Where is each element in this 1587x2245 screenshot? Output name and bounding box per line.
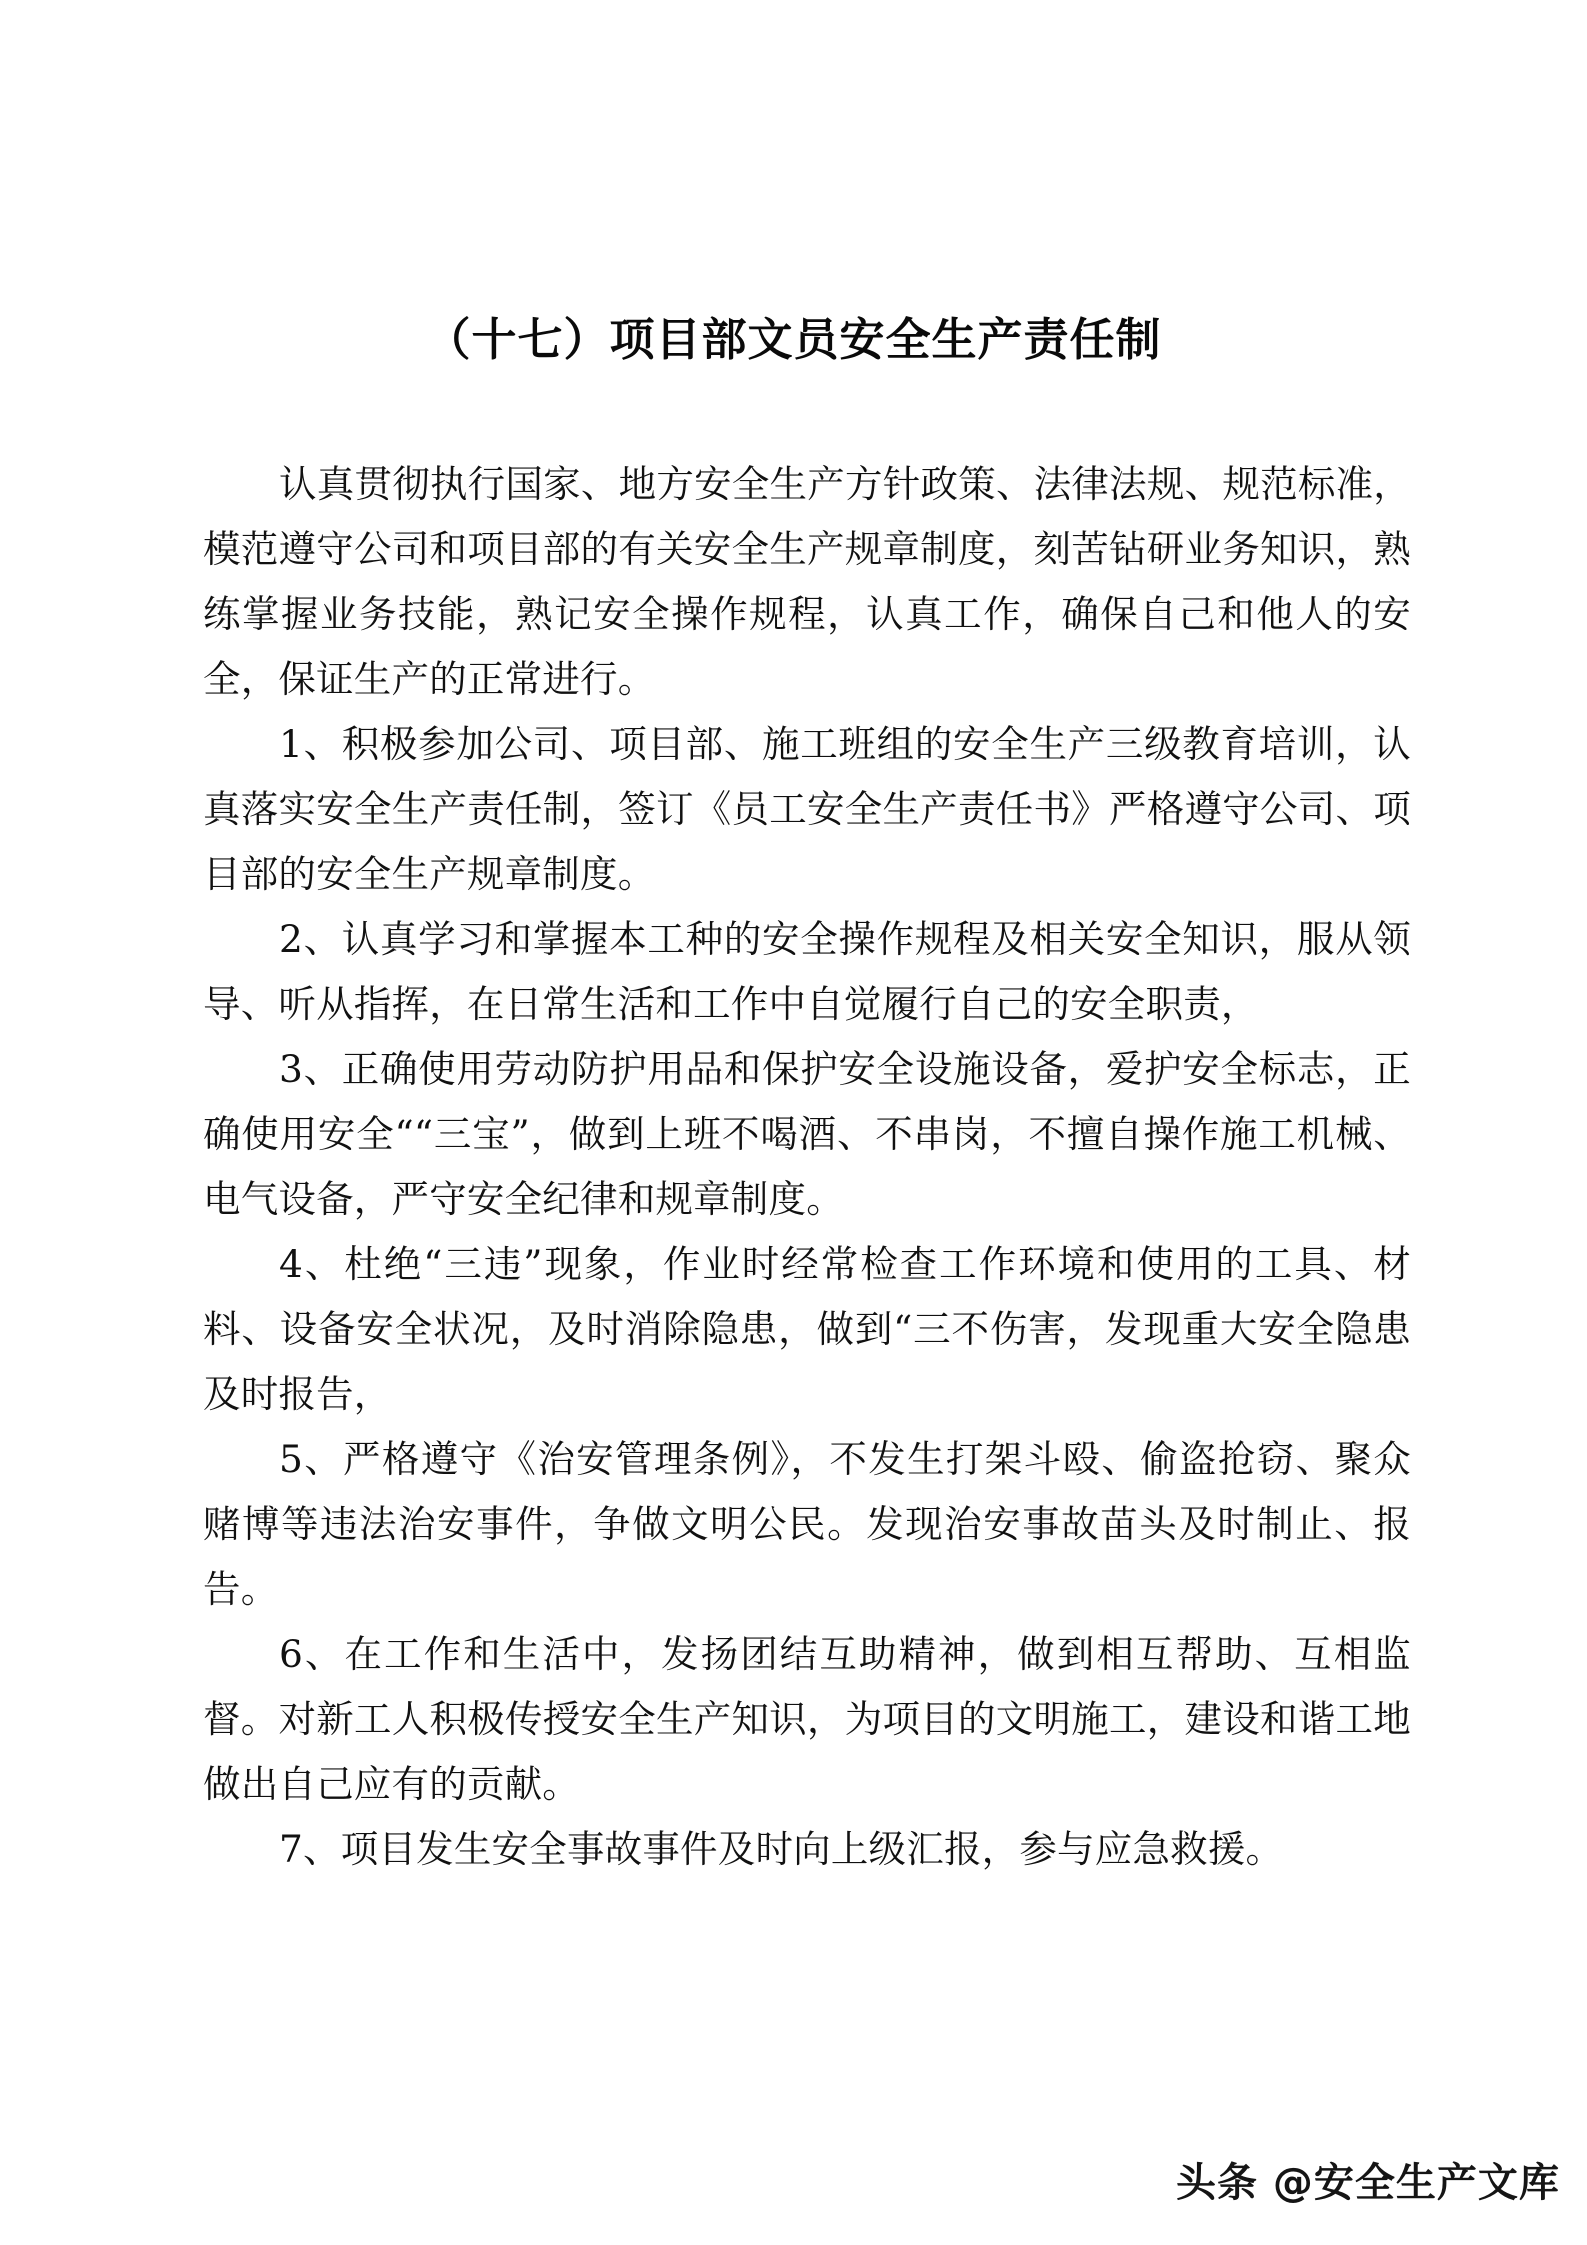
paragraph-item-7: 7、项目发生安全事故事件及时向上级汇报，参与应急救援。 <box>279 1827 1284 1871</box>
page-title: （十七）项目部文员安全生产责任制 <box>425 313 1162 367</box>
paragraph-item-1: 1、积极参加公司、项目部、施工班组的安全生产三级教育培训，认真落实安全生产责任制，签订《员工安全生产责任书》严格遵守公司、项目部的安全生产规章制度。 <box>203 722 1411 896</box>
paragraph-item-4: 4、杜绝“三违”现象，作业时经常检查工作环境和使用的工具、材料、设备安全状况，及时消除隐患，做到“三不伤害，发现重大安全隐患及时报告， <box>203 1242 1411 1416</box>
document-body <box>203 452 1411 1882</box>
paragraph-item-2: 2、认真学习和掌握本工种的安全操作规程及相关安全知识，服从领导、听从指挥，在日常生活和工作中自觉履行自己的安全职责， <box>203 917 1411 1026</box>
paragraph-item-6: 6、在工作和生活中，发扬团结互助精神，做到相互帮助、互相监督。对新工人积极传授安全生产知识，为项目的文明施工，建设和谐工地做出自己应有的贡献。 <box>203 1632 1411 1806</box>
watermark-text: 头条 @安全生产文库 <box>1176 2160 1560 2206</box>
paragraph-item-5: 5、严格遵守《治安管理条例》，不发生打架斗殴、偷盗抢窃、聚众赌博等违法治安事件，争做文明公民。发现治安事故苗头及时制止、报告。 <box>203 1437 1411 1611</box>
paragraph-item-3: 3、正确使用劳动防护用品和保护安全设施设备，爱护安全标志，正确使用安全““三宝”，做到上班不喝酒、不串岗，不擅自操作施工机械、电气设备，严守安全纪律和规章制度。 <box>203 1047 1411 1221</box>
paragraph-intro: 认真贯彻执行国家、地方安全生产方针政策、法律法规、规范标准，模范遵守公司和项目部的有关安全生产规章制度，刻苦钻研业务知识，熟练掌握业务技能，熟记安全操作规程，认真工作，确保自己和他人的安全，保证生产的正常进行。 <box>203 462 1411 701</box>
